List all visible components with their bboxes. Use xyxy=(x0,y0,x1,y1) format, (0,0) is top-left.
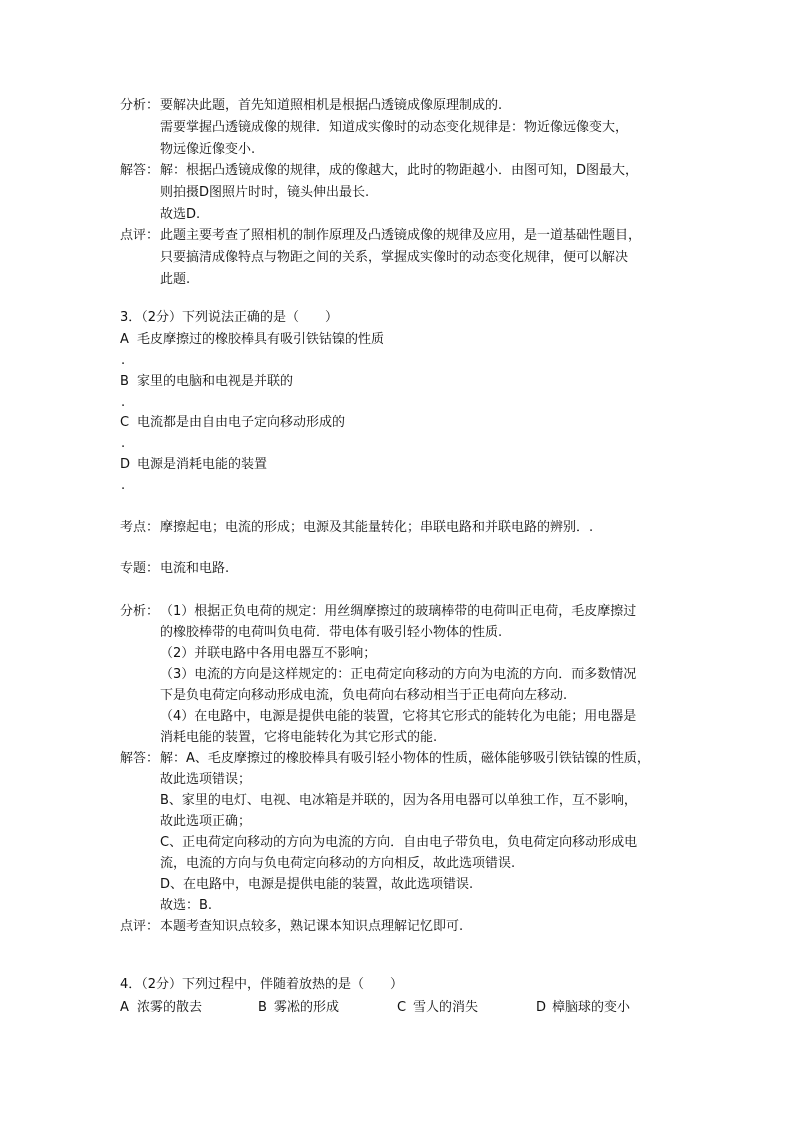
option-letter: A xyxy=(120,332,129,347)
option-letter: B xyxy=(120,374,129,389)
analysis-line: （4）在电路中，电源是提供电能的装置，它将其它形式的能转化为电能；用电器是 xyxy=(160,709,637,724)
question-stem: 4．（2分）下列过程中，伴随着放热的是（ ） xyxy=(120,977,404,992)
answer-line: B、家里的电灯、电视、电冰箱是并联的，因为各用电器可以单独工作，互不影响， xyxy=(160,793,637,808)
option-text: 电源是消耗电能的装置 xyxy=(137,457,268,472)
answer-line: 故此选项正确； xyxy=(160,814,252,829)
analysis-line: 下是负电荷定向移动形成电流，负电荷向右移动相当于正电荷向左移动. xyxy=(160,688,568,703)
comment-line: 此题主要考查了照相机的制作原理及凸透镜成像的规律及应用，是一道基础性题目， xyxy=(160,228,642,243)
analysis-line: 消耗电能的装置，它将电能转化为其它形式的能. xyxy=(160,730,438,745)
answer-line: 故选：B. xyxy=(160,898,213,913)
answer-line: 故选D. xyxy=(160,207,201,222)
analysis-line: 要解决此题，首先知道照相机是根据凸透镜成像原理制成的. xyxy=(160,98,503,113)
analysis-label: 分析： xyxy=(120,604,160,619)
answer-line: 故此选项错误； xyxy=(160,772,252,787)
option-letter: C xyxy=(397,1000,407,1015)
option-letter: D xyxy=(536,1000,547,1015)
analysis-line: 物远像近像变小. xyxy=(160,142,256,157)
comment-label: 点评： xyxy=(120,228,160,243)
option-dot: . xyxy=(121,395,126,410)
zhuanti-label: 专题： xyxy=(120,561,160,576)
comment-line: 只要搞清成像特点与物距之间的关系，掌握成实像时的动态变化规律，便可以解决 xyxy=(160,250,629,265)
analysis-line: （2）并联电路中各用电器互不影响； xyxy=(160,646,377,661)
option-text: 家里的电脑和电视是并联的 xyxy=(137,374,294,389)
option-letter: C xyxy=(120,415,130,430)
option-dot: . xyxy=(121,436,126,451)
option-text: 电流都是由自由电子定向移动形成的 xyxy=(137,415,346,430)
zhuanti-text: 电流和电路. xyxy=(160,561,230,576)
question-stem: 3．（2分）下列说法正确的是（ ） xyxy=(120,310,339,325)
answer-label: 解答： xyxy=(120,163,160,178)
option-dot: . xyxy=(121,478,126,493)
option-letter: A xyxy=(120,1000,129,1015)
kaodian-label: 考点： xyxy=(120,520,160,535)
kaodian-text: 摩擦起电；电流的形成；电源及其能量转化；串联电路和并联电路的辨别．. xyxy=(160,520,594,535)
analysis-label: 分析： xyxy=(120,98,160,113)
comment-text: 本题考查知识点较多，熟记课本知识点理解记忆即可. xyxy=(160,919,464,934)
answer-line: 解：A、毛皮摩擦过的橡胶棒具有吸引轻小物体的性质，磁体能够吸引铁钴镍的性质， xyxy=(160,751,650,766)
answer-line: 则拍摄D图照片时时，镜头伸出最长. xyxy=(160,185,370,200)
answer-line: C、正电荷定向移动的方向为电流的方向．自由电子带负电，负电荷定向移动形成电 xyxy=(160,835,638,850)
comment-label: 点评： xyxy=(120,919,160,934)
comment-line: 此题. xyxy=(160,272,191,287)
option-dot: . xyxy=(121,353,126,368)
analysis-line: （3）电流的方向是这样规定的：正电荷定向移动的方向为电流的方向．而多数情况 xyxy=(160,667,637,682)
analysis-line: （1）根据正负电荷的规定：用丝绸摩擦过的玻璃棒带的电荷叫正电荷，毛皮摩擦过 xyxy=(160,604,637,619)
option-text: 樟脑球的变小 xyxy=(552,1000,631,1015)
option-text: 雾凇的形成 xyxy=(274,1000,340,1015)
option-text: 雪人的消失 xyxy=(413,1000,479,1015)
answer-line: D、在电路中，电源是提供电能的装置，故此选项错误. xyxy=(160,877,474,892)
answer-line: 解：根据凸透镜成像的规律，成的像越大，此时的物距越小．由图可知，D图最大， xyxy=(160,163,639,178)
option-letter: D xyxy=(120,457,131,472)
analysis-line: 需要掌握凸透镜成像的规律．知道成实像时的动态变化规律是：物近像远像变大， xyxy=(160,120,629,135)
option-letter: B xyxy=(258,1000,267,1015)
option-text: 浓雾的散去 xyxy=(137,1000,203,1015)
analysis-line: 的橡胶棒带的电荷叫负电荷．带电体有吸引轻小物体的性质. xyxy=(160,625,503,640)
option-text: 毛皮摩擦过的橡胶棒具有吸引铁钴镍的性质 xyxy=(137,332,385,347)
answer-label: 解答： xyxy=(120,751,160,766)
answer-line: 流，电流的方向与负电荷定向移动的方向相反，故此选项错误. xyxy=(160,856,516,871)
